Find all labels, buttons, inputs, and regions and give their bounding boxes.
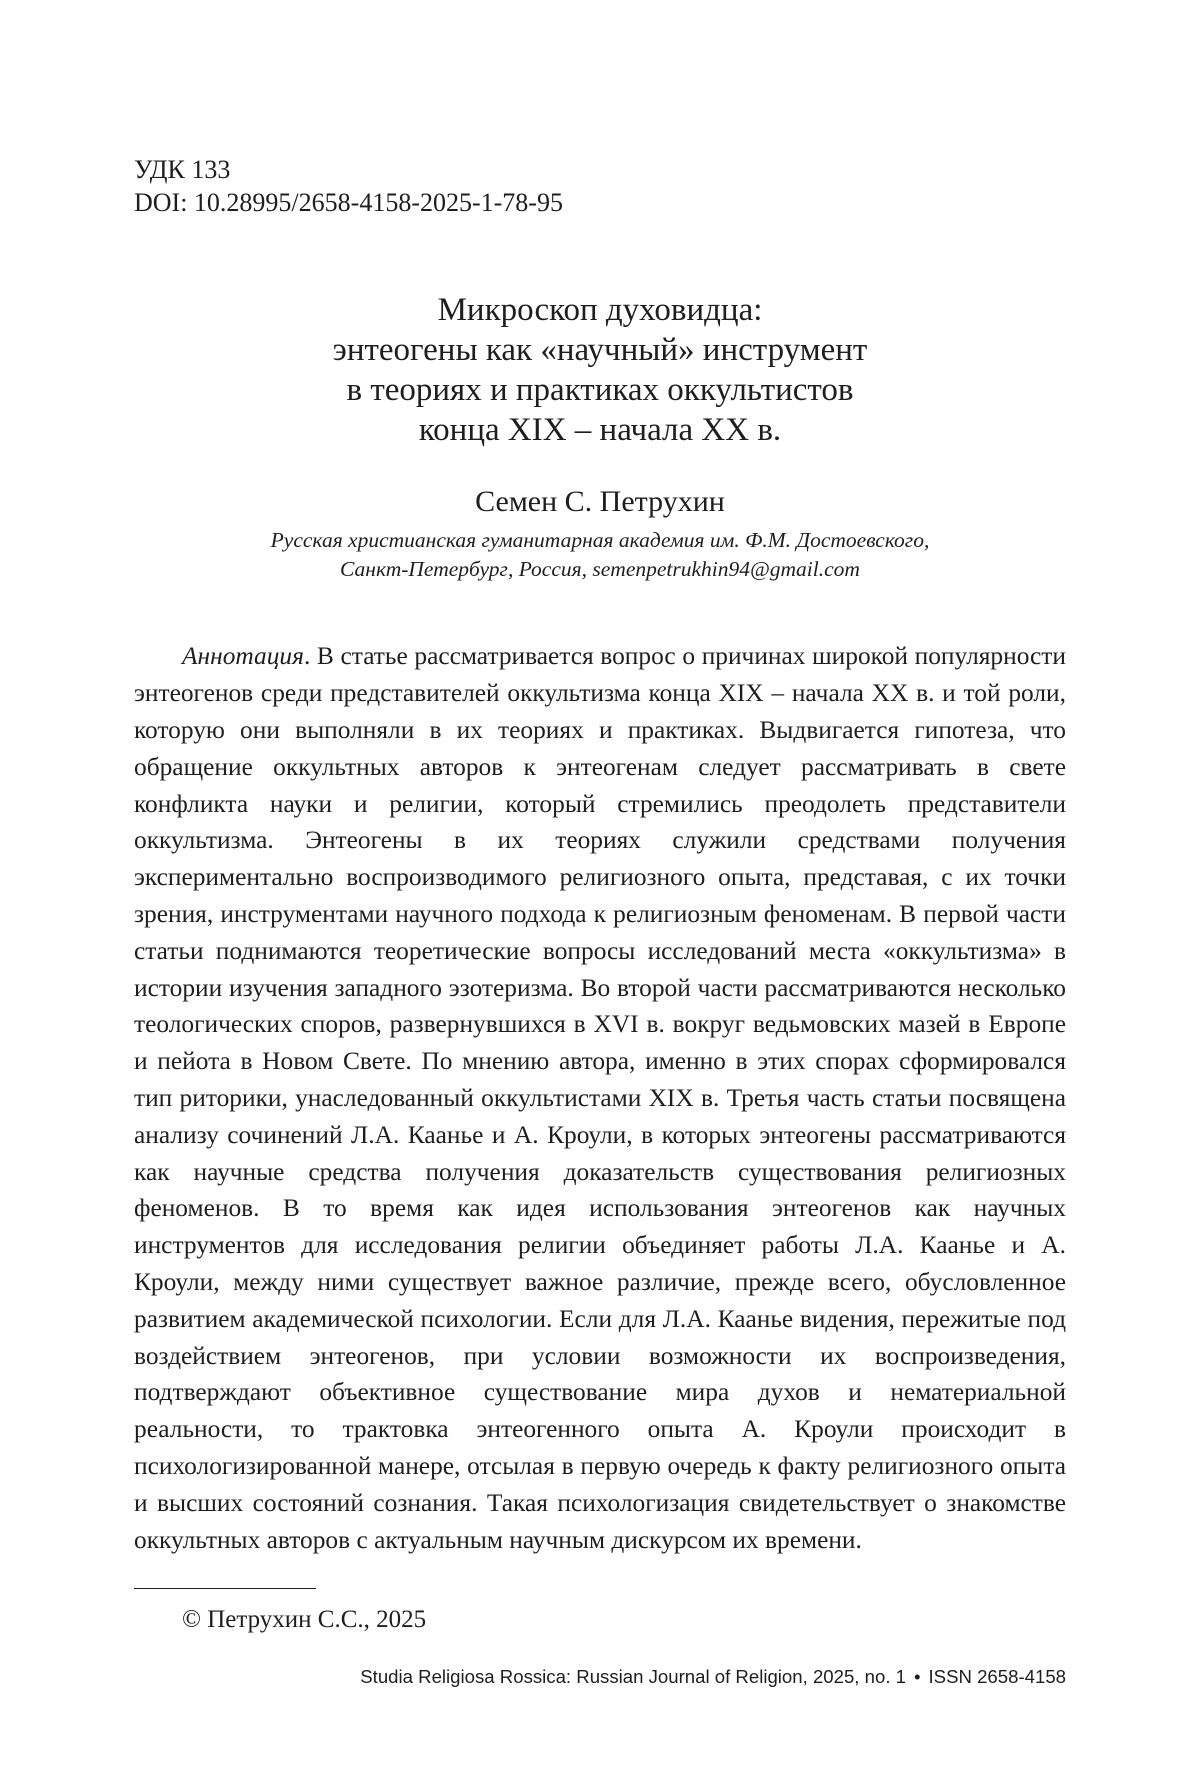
- article-title: [134, 290, 1066, 450]
- abstract-text: . В статье рассматривается вопрос о причинах широкой популярности энтеогенов среди представителей оккультизма конца XIX – начала XX в. и той роли, которую они выполняли в их теориях и практиках. Выдвигается гипотеза, что обращение оккультных авторов к энтеогенам следует рассматривать в свете конфликта науки и религии, который стремились преодолеть представители оккультизма. Энтеогены в их теориях служили средствами получения экспериментально воспроизводимого религиозного опыта, представая, с их точки зрения, инструментами научного подхода к религиозным феноменам. В первой части статьи поднимаются теоретические вопросы исследований места «оккультизма» в истории изучения западного эзотеризма. Во второй части рассматриваются несколько теологических споров, развернувшихся в XVI в. вокруг ведьмовских мазей в Европе и пейота в Новом Свете. По мнению автора, именно в этих спорах сформировался тип риторики, унаследованный оккультистами XIX в. Третья часть статьи посвящена анализу сочинений Л.А. Кааньe и А. Кроули, в которых энтеогены рассматриваются как научные средства получения доказательств существования религиозных феноменов. В то время как идея использования энтеогенов как научных инструментов для исследования религии объединяет работы Л.А. Кааньe и А. Кроули, между ними существует важное различие, прежде всего, обусловленное развитием академической психологии. Если для Л.А. Кааньe видения, пережитые под воздействием энтеогенов, при условии возможности их воспроизведения, подтверждают объективное существование мира духов и нематериальной реальности, то трактовка энтеогенного опыта А. Кроули происходит в психологизированной манере, отсылая в первую очередь к факту религиозного опыта и высших состояний сознания. Такая психологизация свидетельствует о знакомстве оккультных авторов с актуальным научным дискурсом их времени.: [134, 642, 1066, 1554]
- abstract-label: Аннотация: [182, 642, 304, 671]
- journal-citation: Studia Religiosa Rossica: Russian Journal of Religion, 2025, no. 1: [360, 1666, 906, 1687]
- title-line-4: конца XIX – начала XX в.: [418, 412, 782, 448]
- title-line-3: в теориях и практиках оккультистов: [346, 372, 854, 408]
- abstract-paragraph: [134, 638, 1066, 1558]
- journal-running-footer: [360, 1665, 1066, 1689]
- footer-separator: •: [914, 1666, 921, 1687]
- doi-identifier: DOI: 10.28995/2658-4158-2025-1-78-95: [134, 188, 563, 217]
- udc-code: УДК 133: [134, 155, 231, 184]
- title-line-1: Микроскоп духовидца:: [437, 292, 763, 328]
- copyright-footnote: © Петрухин С.С., 2025: [182, 1606, 427, 1633]
- author-name: Семен С. Петрухин: [475, 485, 725, 518]
- affiliation-line-2: Санкт-Петербург, Россия, semenpetrukhin94@gmail.com: [340, 557, 860, 581]
- title-line-2: энтеогены как «научный» инструмент: [332, 332, 868, 368]
- journal-issn: ISSN 2658-4158: [928, 1666, 1066, 1687]
- article-metadata: [134, 153, 563, 219]
- affiliation-line-1: Русская христианская гуманитарная академия им. Ф.М. Достоевского,: [270, 528, 930, 552]
- article-page: [134, 0, 1066, 1780]
- author-affiliation: [134, 526, 1066, 584]
- footnote-divider: [134, 1588, 316, 1589]
